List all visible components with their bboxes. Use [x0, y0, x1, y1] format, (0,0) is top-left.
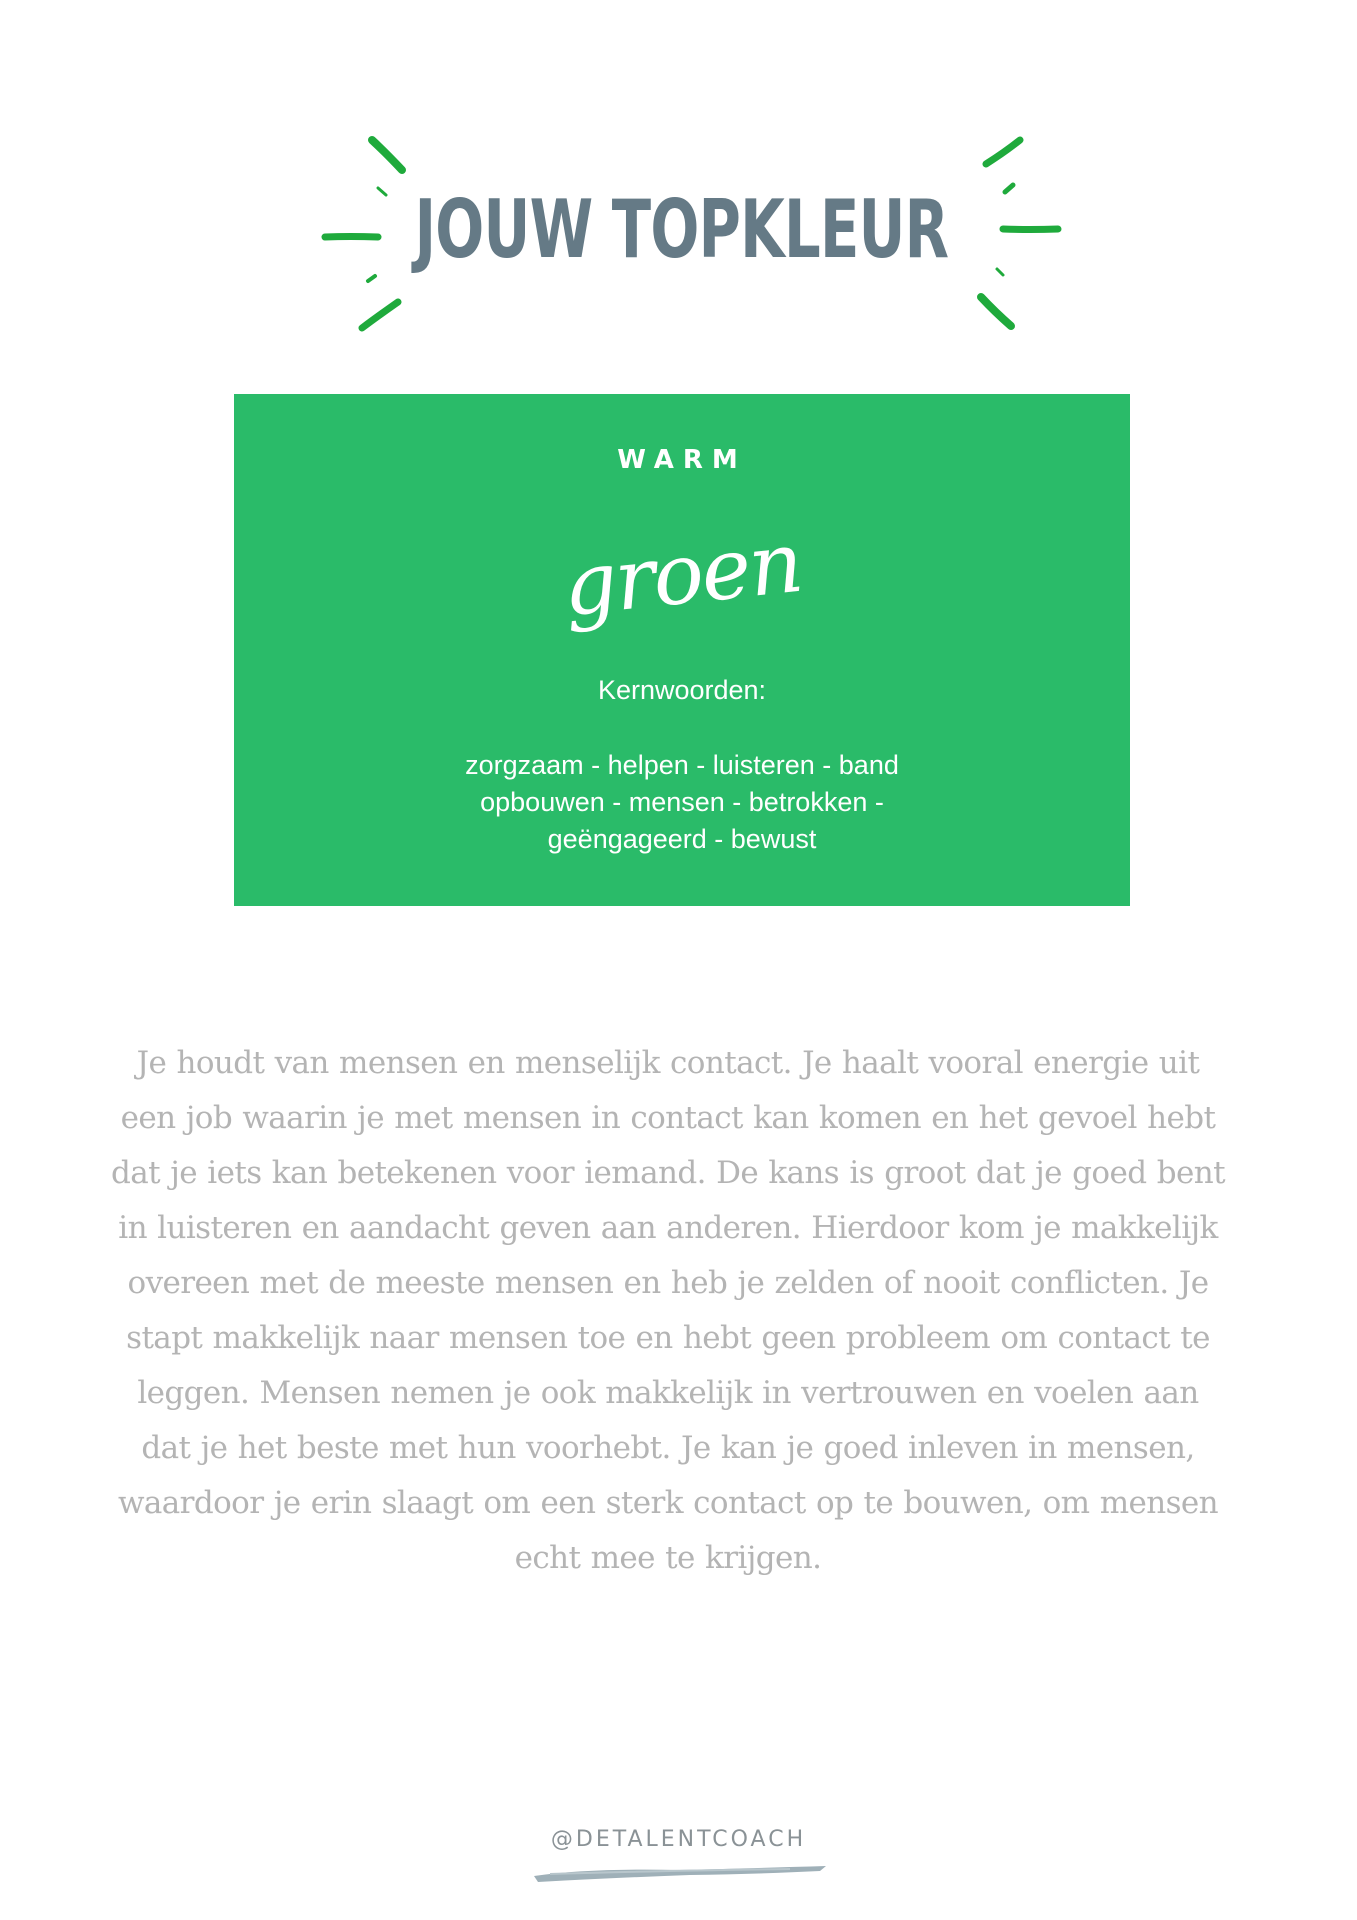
footer-handle: @DETALENTCOACH — [550, 1827, 807, 1852]
page-title: JOUW TOPKLEUR — [414, 183, 949, 276]
description-paragraph: Je houdt van mensen en menselijk contact. Je haalt vooral energie uit een job waarin je met mensen in contact kan komen en het gevoel hebt dat je iets kan betekenen voor iemand. De kans is groot dat je goed bent in luisteren en aandacht geven aan anderen. Hierdoor kom je makkelijk overeen met de meeste mensen en heb je zelden of nooit conflicten. Je stapt makkelijk naar mensen toe en hebt geen probleem om contact te leggen. Mensen nemen je ook makkelijk in vertrouwen en voelen aan dat je het beste met hun voorhebt. Je kan je goed inleven in mensen, waardoor je erin slaagt om een sterk contact op te bouwen, om mensen echt mee te krijgen. — [111, 1045, 1225, 1576]
color-card — [234, 394, 1130, 906]
keywords-label: Kernwoorden: — [597, 675, 767, 705]
card-color-name: groen — [558, 512, 806, 636]
keywords-list: zorgzaam - helpen - luisteren - band opbouwen - mensen - betrokken - geëngageerd - bewust — [465, 750, 899, 854]
card-eyebrow: WARM — [617, 445, 747, 475]
brush-stroke-decoration — [530, 1862, 830, 1884]
